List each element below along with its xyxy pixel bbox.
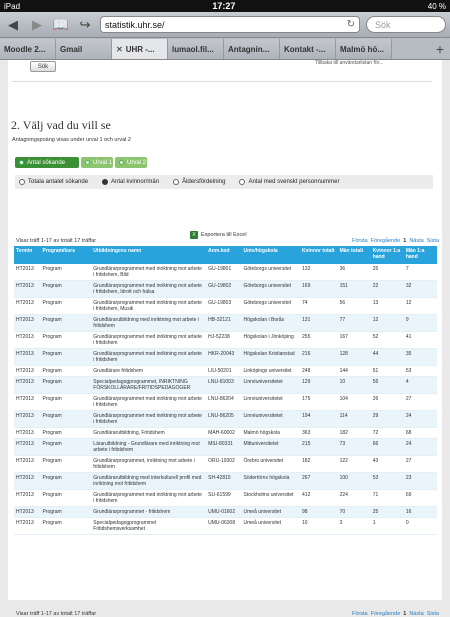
radio-label: Totala antalet sökande [28, 179, 89, 185]
table-cell: 52 [371, 332, 404, 349]
radio-circle [19, 179, 25, 185]
table-cell: 73 [338, 439, 371, 456]
pill-label: Urval 1 [93, 159, 113, 166]
table-row [14, 428, 437, 439]
table-cell: HJ-52238 [206, 332, 241, 349]
results-table [14, 246, 437, 535]
table-cell: 44 [371, 349, 404, 366]
column-header[interactable]: Män 1:a hand [404, 246, 437, 264]
pill-label: Antal sökande [27, 159, 66, 166]
table-cell: 129 [300, 377, 338, 394]
reload-icon[interactable]: ↻ [346, 19, 355, 30]
radio-dot-icon [119, 160, 124, 165]
table-cell: HT2013 [14, 281, 41, 298]
table-row [14, 298, 437, 315]
table-cell: 10 [338, 377, 371, 394]
table-cell: 27 [404, 394, 437, 411]
table-cell: HT2013 [14, 366, 41, 377]
table-cell: HT2013 [14, 377, 41, 394]
table-row [14, 315, 437, 332]
table-cell: 363 [300, 428, 338, 439]
table-row [14, 394, 437, 411]
url-text: statistik.uhr.se/ [105, 19, 165, 30]
table-cell: 3 [338, 518, 371, 535]
table-cell: Program [41, 456, 92, 473]
table-cell: 144 [338, 366, 371, 377]
table-cell: HT2013 [14, 456, 41, 473]
table-cell: 12 [371, 315, 404, 332]
table-row [14, 490, 437, 507]
table-cell: 255 [300, 332, 338, 349]
table-cell: Linnéuniversitetet [241, 377, 300, 394]
table-cell: 56 [338, 298, 371, 315]
radio-circle [102, 179, 108, 185]
tab-uhr[interactable] [112, 39, 168, 59]
table-cell: Örebro universitet [241, 456, 300, 473]
table-cell: 51 [371, 366, 404, 377]
table-cell: 53 [371, 473, 404, 490]
table-cell: 0 [404, 518, 437, 535]
new-tab-button[interactable]: + [435, 41, 445, 57]
table-cell: 175 [300, 394, 338, 411]
table-cell: 151 [338, 281, 371, 298]
radio-dot-icon [19, 160, 24, 165]
tab-lumaol[interactable] [168, 39, 224, 59]
table-cell: 215 [300, 439, 338, 456]
status-bar [0, 0, 450, 12]
table-cell: Grundlärarutbildning med inriktning mot arbete i fritidshem [91, 315, 206, 332]
close-icon[interactable]: ✕ [116, 44, 123, 54]
pager-last[interactable]: Sista [426, 238, 439, 244]
table-cell: Grundlärarprogrammet - fritidshem [91, 507, 206, 518]
table-row [14, 473, 437, 490]
table-cell: 24 [404, 411, 437, 428]
table-row [14, 377, 437, 394]
table-cell: Linköpings universitet [241, 366, 300, 377]
table-cell: Högskolan i Jönköping [241, 332, 300, 349]
table-cell: Program [41, 473, 92, 490]
tab-label: Gmail [60, 44, 83, 54]
tab-label: lumaol.fil... [172, 44, 214, 54]
table-cell: Umeå universitet [241, 518, 300, 535]
table-cell: Grundlärarprogrammet med inriktning mot arbete i fritidshem, Musik [91, 298, 206, 315]
table-cell: Stockholms universitet [241, 490, 300, 507]
excel-icon: X [190, 231, 198, 239]
table-cell: Program [41, 377, 92, 394]
table-cell: HT2013 [14, 298, 41, 315]
table-cell: Program [41, 411, 92, 428]
subtitle: Antagningspoäng visas under urval 1 och urval 2 [12, 137, 131, 143]
table-cell: 71 [371, 490, 404, 507]
page-content [0, 60, 450, 617]
table-cell: 4 [404, 377, 437, 394]
column-header[interactable]: Program/kurs [41, 246, 92, 264]
table-cell: HT2013 [14, 473, 41, 490]
tab-label: Moodle 2... [4, 44, 46, 54]
table-cell: Program [41, 298, 92, 315]
column-header[interactable]: Män totalt [338, 246, 371, 264]
tab-label: Kontakt -... [284, 44, 326, 54]
table-row [14, 281, 437, 298]
table-cell: Grundlärarprogrammet med inriktning mot arbete i fritidshem [91, 332, 206, 349]
radio-circle [173, 179, 179, 185]
table-cell: Linnéuniversitetet [241, 411, 300, 428]
table-cell: LNU-81003 [206, 377, 241, 394]
table-cell: LNU-86205 [206, 411, 241, 428]
column-header[interactable]: Termin [14, 246, 41, 264]
table-cell: MAH-60002 [206, 428, 241, 439]
table-cell: 74 [300, 298, 338, 315]
pager-prev[interactable]: Föregående [370, 611, 401, 617]
share-icon[interactable]: ↪ [79, 16, 91, 32]
table-cell: 24 [404, 439, 437, 456]
table-cell: Specialpedagogprogrammet Fritidshemsverksamhet [91, 518, 206, 535]
pager-first[interactable]: Första [352, 611, 368, 617]
back-icon[interactable]: ◀ [8, 16, 18, 32]
table-cell: 12 [404, 298, 437, 315]
table-cell: 104 [338, 394, 371, 411]
table-cell: Linnéuniversitetet [241, 394, 300, 411]
table-cell: Grundlärarutbildning, Fritidshem [91, 428, 206, 439]
table-row [14, 456, 437, 473]
table-row [14, 518, 437, 535]
table-body [14, 264, 437, 535]
table-cell: Högskolan i Borås [241, 315, 300, 332]
table-cell: 10 [300, 518, 338, 535]
table-cell: 13 [371, 298, 404, 315]
table-cell: Grundlärare fritidshem [91, 366, 206, 377]
radio-label: Antal med svenskt personnummer [248, 179, 340, 185]
pager-first[interactable]: Första [352, 238, 368, 244]
table-cell: Grundlärarutbildning med interkulturell profil med inriktning mot fritidshem [91, 473, 206, 490]
pager-current: 1 [403, 611, 407, 617]
result-info-bottom: Visar träff 1-17 av totalt 17 träffar [16, 611, 97, 617]
table-cell: Program [41, 428, 92, 439]
table-cell: 66 [371, 439, 404, 456]
pager-bottom [352, 611, 439, 617]
table-cell: 35 [404, 349, 437, 366]
table-cell: 23 [404, 473, 437, 490]
table-cell: 167 [338, 332, 371, 349]
bookmarks-icon[interactable]: 📖 [52, 16, 70, 32]
table-cell: 22 [371, 281, 404, 298]
table-cell: 98 [300, 507, 338, 518]
table-cell: 68 [404, 428, 437, 439]
tab-malmo[interactable] [336, 39, 392, 59]
table-cell: 26 [371, 394, 404, 411]
table-cell: 194 [300, 411, 338, 428]
table-cell: Program [41, 366, 92, 377]
table-cell: SU-61599 [206, 490, 241, 507]
table-cell: Program [41, 394, 92, 411]
table-row [14, 264, 437, 281]
table-cell: Program [41, 439, 92, 456]
device-label: iPad [4, 1, 21, 11]
table-cell: UMU-01602 [206, 507, 241, 518]
table-header-row [14, 246, 437, 264]
table-cell: HT2013 [14, 428, 41, 439]
table-cell: HT2013 [14, 411, 41, 428]
table-cell: 182 [338, 428, 371, 439]
table-cell: 132 [300, 264, 338, 281]
table-cell: Mittuniversitetet [241, 439, 300, 456]
radio-label: Åldersfördelning [182, 179, 226, 185]
table-row [14, 439, 437, 456]
table-cell: 29 [371, 411, 404, 428]
tab-kontakt[interactable] [280, 39, 336, 59]
table-cell: GU-19802 [206, 281, 241, 298]
right-note: Tillbaka till användarlistan för... [315, 60, 384, 66]
table-cell: HB-32121 [206, 315, 241, 332]
table-cell: Grundlärarprogrammet, inriktning mot arbete i fritidshem [91, 456, 206, 473]
table-cell: Program [41, 507, 92, 518]
table-cell: SH-42815 [206, 473, 241, 490]
table-cell: 1 [371, 518, 404, 535]
table-cell: Umeå universitet [241, 507, 300, 518]
table-cell: Grundlärarprogrammet med inriktning mot arbete i fritidshem [91, 349, 206, 366]
forward-icon[interactable]: ▶ [32, 16, 42, 32]
radio-personnummer[interactable] [239, 179, 339, 185]
content-card [8, 60, 442, 617]
column-header[interactable]: Anm.kod [206, 246, 241, 264]
pager-next[interactable]: Nästa [409, 238, 424, 244]
radio-group [15, 175, 433, 189]
pager-current: 1 [403, 238, 407, 244]
radio-circle [239, 179, 245, 185]
table-cell: LIU-50201 [206, 366, 241, 377]
table-row [14, 332, 437, 349]
column-header[interactable]: Kvinnor totalt [300, 246, 338, 264]
pill-antal-sokande[interactable] [15, 157, 79, 168]
table-cell: 56 [371, 377, 404, 394]
table-cell: HT2013 [14, 394, 41, 411]
table-cell: 131 [300, 315, 338, 332]
table-cell: Program [41, 315, 92, 332]
clock: 17:27 [212, 1, 236, 11]
table-cell: 248 [300, 366, 338, 377]
table-cell: Program [41, 490, 92, 507]
table-cell: 267 [300, 473, 338, 490]
table-cell: 77 [338, 315, 371, 332]
url-bar[interactable] [100, 16, 360, 33]
tab-bar [0, 38, 450, 60]
radio-totala[interactable] [19, 179, 88, 185]
table-cell: 43 [371, 456, 404, 473]
table-row [14, 411, 437, 428]
table-cell: MIU-80331 [206, 439, 241, 456]
table-cell: Södertörns högskola [241, 473, 300, 490]
divider [12, 81, 432, 82]
table-cell: Göteborgs universitet [241, 281, 300, 298]
result-info-top: Visar träff 1-17 av totalt 17 träffar [16, 238, 97, 244]
column-header[interactable]: Univ/högskola [241, 246, 300, 264]
table-cell: 114 [338, 411, 371, 428]
table-row [14, 366, 437, 377]
table-cell: 70 [338, 507, 371, 518]
table-cell: Grundlärarprogrammet med inriktning mot arbete i fritidshem [91, 490, 206, 507]
table-cell: HT2013 [14, 349, 41, 366]
table-cell: 216 [300, 349, 338, 366]
table-cell: 72 [371, 428, 404, 439]
pager-top [352, 238, 439, 244]
column-header[interactable]: Utbildningens namn [91, 246, 206, 264]
table-cell: Lärarutbildning - Grundlärare med inriktning mot arbete i fritidshem [91, 439, 206, 456]
table-cell: 53 [404, 366, 437, 377]
table-cell: Högskolan Kristianstad [241, 349, 300, 366]
table-cell: HT2013 [14, 507, 41, 518]
table-cell: HT2013 [14, 518, 41, 535]
export-label: Exportera till Excel [201, 232, 247, 238]
table-cell: Program [41, 264, 92, 281]
pill-urval-1[interactable] [81, 157, 113, 168]
tab-moodle[interactable] [0, 39, 56, 59]
table-cell: ORU-19302 [206, 456, 241, 473]
table-cell: Göteborgs universitet [241, 264, 300, 281]
table-cell: GU-19801 [206, 264, 241, 281]
table-row [14, 349, 437, 366]
column-header[interactable]: Kvinnor 1:a hand [371, 246, 404, 264]
table-cell: HT2013 [14, 315, 41, 332]
pill-label: Urval 2 [127, 159, 147, 166]
search-input[interactable]: Sök [366, 16, 446, 33]
sok-button[interactable]: Sök [30, 61, 56, 72]
table-cell: 25 [371, 264, 404, 281]
export-excel-link[interactable] [190, 231, 247, 239]
tab-label: Antagnin... [228, 44, 270, 54]
table-cell: 36 [338, 264, 371, 281]
table-cell: HKR-20043 [206, 349, 241, 366]
pager-next[interactable]: Nästa [409, 611, 424, 617]
table-cell: 27 [404, 456, 437, 473]
table-cell: 7 [404, 264, 437, 281]
page-title: 2. Välj vad du vill se [11, 118, 111, 132]
table-cell: Program [41, 518, 92, 535]
table-cell: 41 [404, 332, 437, 349]
table-cell: Malmö högskola [241, 428, 300, 439]
table-cell: HT2013 [14, 264, 41, 281]
table-cell: 182 [300, 456, 338, 473]
table-cell: UMU-06308 [206, 518, 241, 535]
radio-dot-icon [85, 160, 90, 165]
table-cell: HT2013 [14, 490, 41, 507]
battery-label: 40 % [427, 1, 446, 11]
radio-alder[interactable] [173, 179, 225, 185]
view-selector [15, 157, 147, 168]
table-cell: 9 [404, 315, 437, 332]
table-cell: Specialpedagogprogrammet, INRIKTNING FÖRSKOLLÄRARE/FRITIDSPEDAGOGER [91, 377, 206, 394]
tab-label: UHR -... [125, 44, 155, 54]
table-cell: 224 [338, 490, 371, 507]
browser-toolbar [0, 12, 450, 38]
tab-gmail[interactable] [56, 39, 112, 59]
table-cell: 32 [404, 281, 437, 298]
table-cell: 122 [338, 456, 371, 473]
table-cell: HT2013 [14, 332, 41, 349]
table-cell: Program [41, 281, 92, 298]
radio-label: Antal kvinnor/män [111, 179, 160, 185]
table-cell: 16 [404, 507, 437, 518]
table-cell: 25 [371, 507, 404, 518]
pager-last[interactable]: Sista [426, 611, 439, 617]
table-cell: GU-19803 [206, 298, 241, 315]
table-cell: 69 [404, 490, 437, 507]
table-cell: 100 [338, 473, 371, 490]
table-cell: 412 [300, 490, 338, 507]
table-cell: HT2013 [14, 439, 41, 456]
tab-antagning[interactable] [224, 39, 280, 59]
table-cell: Grundlärarprogrammet med inriktning mot arbete i fritidshem, Bild [91, 264, 206, 281]
table-cell: 128 [338, 349, 371, 366]
table-cell: Grundlärarprogrammet med inriktning mot arbete i fritidshem [91, 411, 206, 428]
pill-urval-2[interactable] [115, 157, 147, 168]
tab-label: Malmö hö... [340, 44, 384, 54]
pager-prev[interactable]: Föregående [370, 238, 401, 244]
table-cell: LNU-86204 [206, 394, 241, 411]
table-cell: Program [41, 332, 92, 349]
radio-kvinnor-man[interactable] [102, 179, 159, 185]
table-cell: Grundlärarprogrammet med inriktning mot arbete i fritidshem, Idrott och hälsa [91, 281, 206, 298]
table-row [14, 507, 437, 518]
table-cell: Program [41, 349, 92, 366]
table-cell: 169 [300, 281, 338, 298]
table-cell: Grundlärarprogrammet med inriktning mot arbete i fritidshem [91, 394, 206, 411]
table-cell: Göteborgs universitet [241, 298, 300, 315]
